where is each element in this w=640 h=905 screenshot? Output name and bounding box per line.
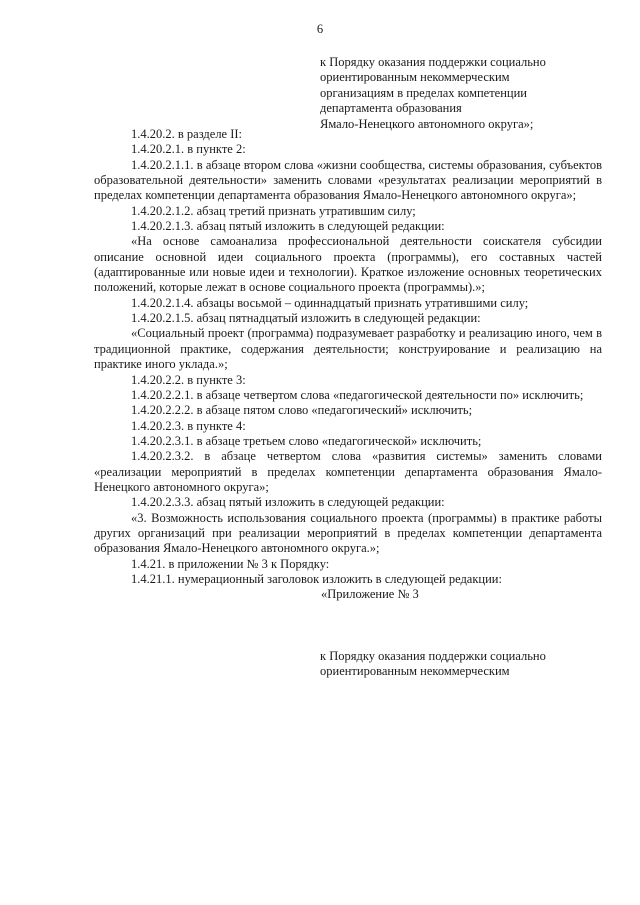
quoted-paragraph: «На основе самоанализа профессиональной деятельности соискателя субсидии описание основной идеи социального проекта (программы), его составных частей (адаптированные или новые идеи и технологии). Краткое изложение основных теоретических положений, которые лежат в основе социального проекта (программы).»; (94, 234, 602, 295)
paragraph: 1.4.20.2.2.1. в абзаце четвертом слова «педагогической деятельности по» исключить; (131, 387, 584, 402)
header-address-line: к Порядку оказания поддержки социально (320, 55, 546, 69)
paragraph: 1.4.20.2.1.4. абзацы восьмой – одиннадцатый признать утратившими силу; (131, 295, 529, 310)
footer-address-line: к Порядку оказания поддержки социально (320, 649, 546, 663)
header-address-line: департамента образования (320, 101, 462, 116)
paragraph: 1.4.20.2.2. в пункте 3: (131, 372, 246, 387)
paragraph: 1.4.20.2. в разделе II: (131, 127, 243, 141)
header-address-line: организациям в пределах компетенции (320, 85, 527, 100)
paragraph: 1.4.20.2.1.5. абзац пятнадцатый изложить в следующей редакции: (131, 311, 481, 326)
paragraph: 1.4.20.2.3.2. в абзаце четвертом слова «развития системы» заменить словами «реализации мероприятий в пределах компетенции департамента образования Ямало-Ненецкого автономного округа»; (94, 449, 602, 494)
header-address-block (320, 55, 610, 132)
paragraph: 1.4.20.2.1.3. абзац пятый изложить в следующей редакции: (131, 219, 445, 234)
paragraph: 1.4.20.2.3.3. абзац пятый изложить в следующей редакции: (131, 495, 445, 510)
paragraph: 1.4.21.1. нумерационный заголовок изложить в следующей редакции: (131, 571, 502, 586)
footer-address-line: ориентированным некоммерческим (320, 664, 510, 679)
paragraph: 1.4.21. в приложении № 3 к Порядку: (131, 556, 330, 571)
quoted-paragraph: «3. Возможность использования социального проекта (программы) в практике работы других организаций при реализации мероприятий в пределах компетенции департамента образования Ямало-Ненецкого автономного округа.»; (94, 510, 602, 556)
paragraph: 1.4.20.2.3. в пункте 4: (131, 418, 246, 433)
header-address-line: Ямало-Ненецкого автономного округа»; (320, 116, 534, 131)
footer-address-block (320, 649, 610, 680)
page-number: 6 (316, 22, 324, 36)
quoted-paragraph: «Социальный проект (программа) подразумевает разработку и реализацию иного, чем в традиционной практике, содержания деятельности; конструирование и реализацию на практике иного уклада.»; (94, 326, 602, 372)
header-address-line: ориентированным некоммерческим (320, 70, 510, 85)
paragraph: 1.4.20.2.1.2. абзац третий признать утратившим силу; (131, 203, 416, 218)
paragraph: 1.4.20.2.1. в пункте 2: (131, 142, 246, 157)
appendix-heading: «Приложение № 3 (321, 587, 419, 602)
paragraph: 1.4.20.2.2.2. в абзаце пятом слово «педагогический» исключить; (131, 403, 473, 418)
paragraph: 1.4.20.2.3.1. в абзаце третьем слово «педагогической» исключить; (131, 433, 482, 448)
paragraph: 1.4.20.2.1.1. в абзаце втором слова «жизни сообщества, системы образования, субъектов образовательной деятельности» заменить словами «результатах реализации мероприятий в пределах компетенции департамента образования Ямало-Ненецкого автономного округа»; (94, 157, 602, 203)
document-body (94, 127, 602, 603)
